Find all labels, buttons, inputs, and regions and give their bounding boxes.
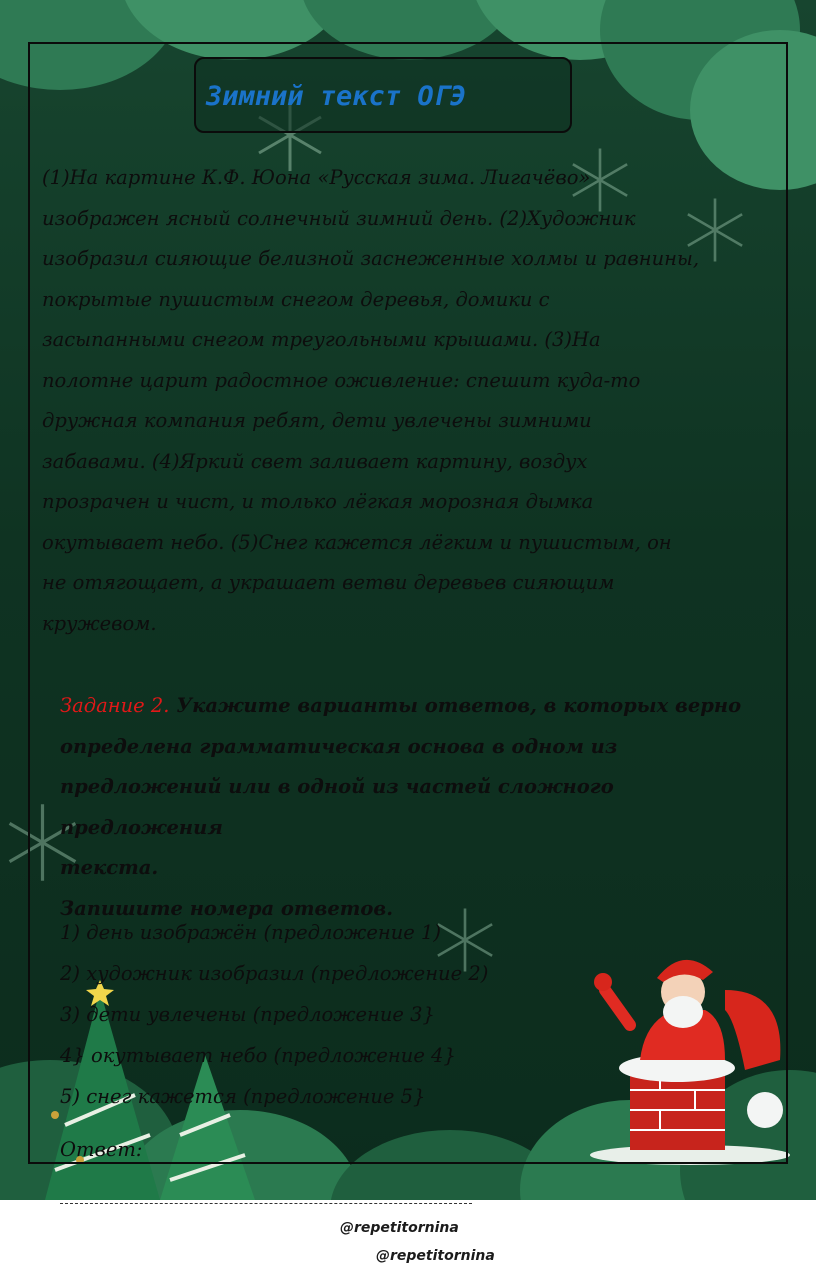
passage-line: изобразил сияющие белизной заснеженные холмы и равнины, bbox=[42, 247, 700, 270]
task-question-text: Укажите варианты ответов, в которых верно bbox=[176, 694, 742, 717]
answer-option: 1) день изображён (предложение 1) bbox=[60, 921, 442, 944]
task-question-line: текста. bbox=[60, 856, 159, 879]
answer-label: Ответ: bbox=[60, 1138, 143, 1161]
passage-line: забавами. (4)Яркий свет заливает картину, воздух bbox=[42, 449, 588, 473]
answer-option: 2) художник изобразил (предложение 2) bbox=[60, 962, 489, 985]
answer-option: 4} окутывает небо (предложение 4} bbox=[60, 1044, 456, 1067]
passage-line: засыпанными снегом треугольными крышами. (3)На bbox=[42, 328, 601, 351]
passage-line: кружевом. bbox=[42, 611, 157, 635]
task-label: Задание 2. bbox=[60, 694, 170, 717]
watermark: @repetitornina bbox=[340, 1220, 459, 1236]
page-title: Зимний текст ОГЭ bbox=[206, 81, 467, 112]
answer-option: 3) дети увлечены (предложение 3} bbox=[60, 1003, 435, 1026]
reading-passage bbox=[42, 158, 754, 644]
passage-line: не отягощает, а украшает ветви деревьев сияющим bbox=[42, 571, 615, 594]
passage-line: дружная компания ребят, дети увлечены зимними bbox=[42, 409, 592, 432]
passage-line: прозрачен и чист, и только лёгкая морозная дымка bbox=[42, 490, 594, 513]
task-block bbox=[60, 686, 760, 929]
watermark: @repetitornina bbox=[376, 1248, 495, 1264]
title-box bbox=[194, 57, 572, 133]
task-question-line: определена грамматическая основа в одном из bbox=[60, 734, 618, 758]
passage-line: (1)На картине К.Ф. Юона «Русская зима. Лигачёво» bbox=[42, 166, 591, 189]
task-question-line bbox=[60, 686, 760, 727]
passage-line: полотне царит радостное оживление: спешит куда-то bbox=[42, 368, 641, 392]
task-instruction: Запишите номера ответов. bbox=[60, 896, 394, 920]
answer-options-list bbox=[60, 912, 580, 1117]
answer-option: 5) снег кажется (предложение 5} bbox=[60, 1085, 426, 1108]
passage-line: окутывает небо. (5)Снег кажется лёгким и пушистым, он bbox=[42, 530, 672, 554]
passage-line: покрытые пушистым снегом деревья, домики с bbox=[42, 287, 550, 311]
passage-line: изображен ясный солнечный зимний день. (2)Художник bbox=[42, 206, 636, 230]
answer-blank-line[interactable] bbox=[60, 1203, 472, 1204]
task-question-line: предложений или в одной из частей сложного предложения bbox=[60, 775, 614, 839]
